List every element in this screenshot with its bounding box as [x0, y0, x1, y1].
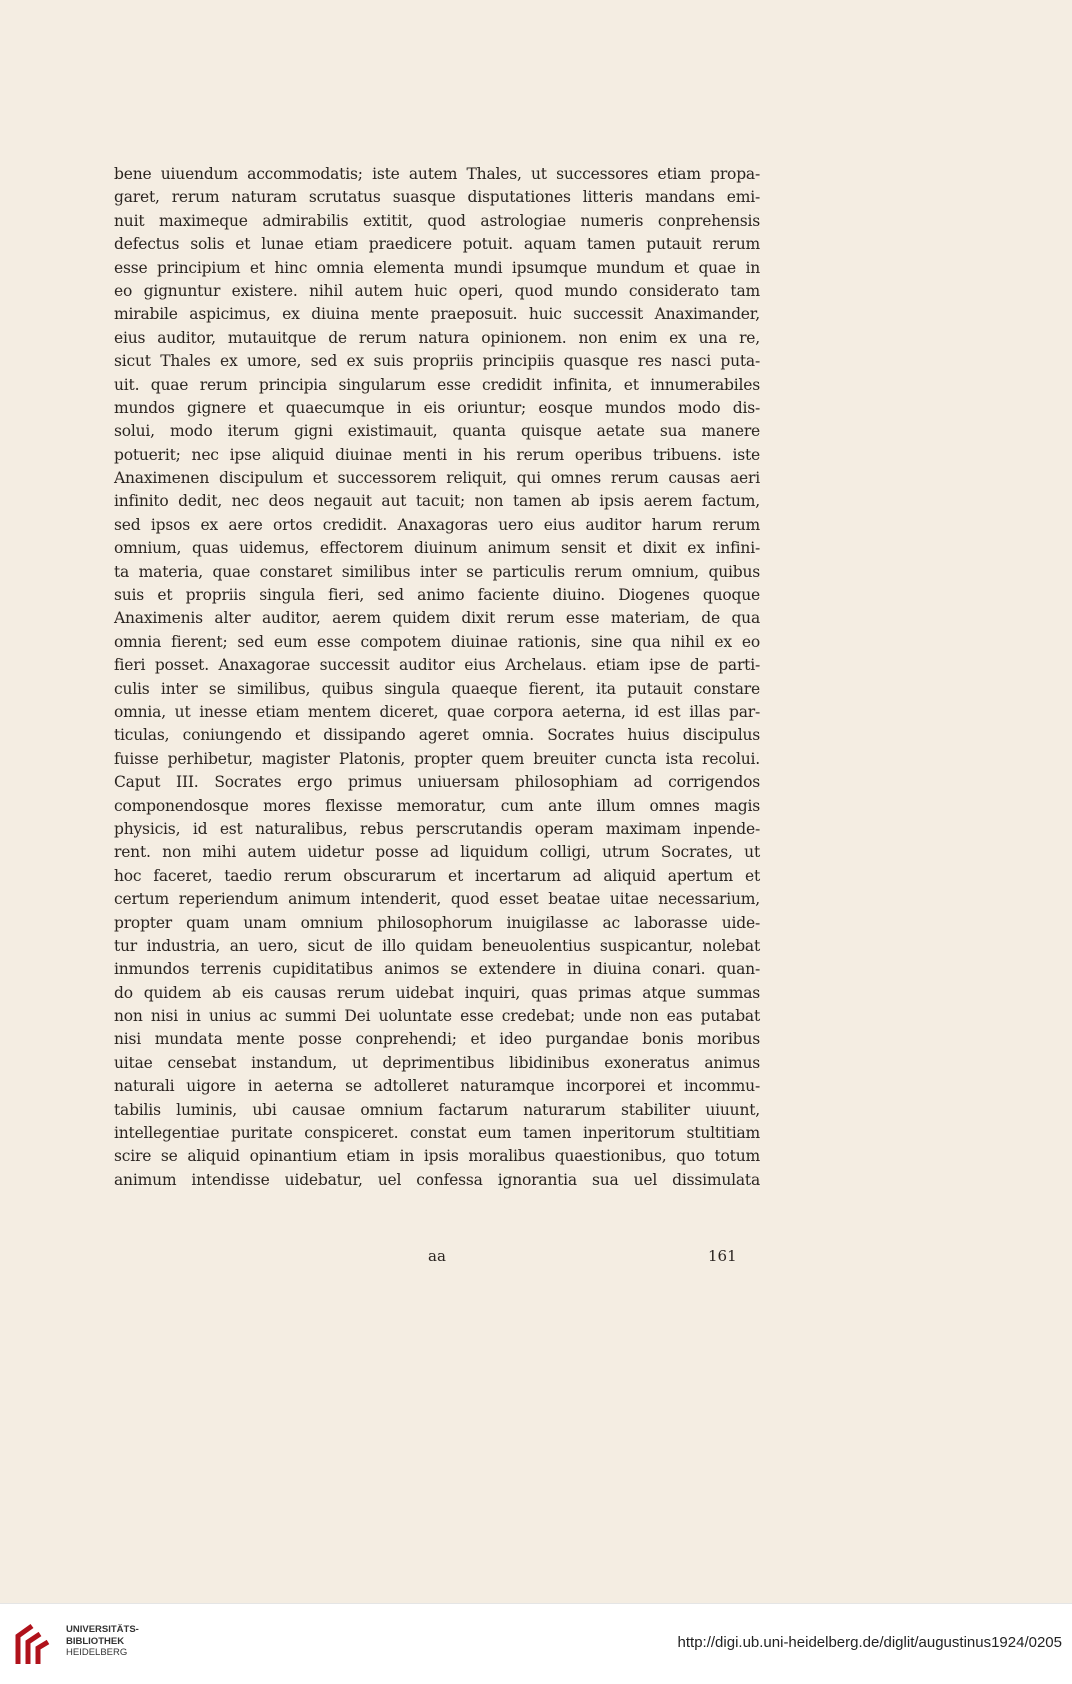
text-line: eo gignuntur existere. nihil autem huic operi, quod mundo considerato tam — [114, 281, 760, 300]
text-line: esse principium et hinc omnia elementa mundi ipsumque mundum et quae in — [114, 258, 760, 277]
text-line: Anaximenis alter auditor, aerem quidem dixit rerum esse materiam, de qua — [114, 609, 760, 628]
text-line: tabilis luminis, ubi causae omnium factarum naturarum stabiliter uiuunt, — [114, 1100, 760, 1119]
source-url[interactable]: http://digi.ub.uni-heidelberg.de/diglit/augustinus1924/0205 — [677, 1634, 1062, 1651]
text-line: naturali uigore in aeterna se adtolleret naturamque incorporei et incommu- — [114, 1077, 760, 1096]
text-line: uitae censebat instandum, ut deprimentibus libidinibus exoneratus animus — [114, 1053, 760, 1072]
text-line: culis inter se similibus, quibus singula quaeque fierent, ita putauit constare — [114, 679, 760, 698]
text-line: sed ipsos ex aere ortos credidit. Anaxagoras uero eius auditor harum rerum — [114, 515, 760, 534]
text-line: fieri posset. Anaxagorae successit auditor eius Archelaus. etiam ipse de parti- — [114, 656, 760, 675]
text-line: intellegentiae puritate conspiceret. constat eum tamen inperitorum stultitiam — [114, 1124, 760, 1143]
text-line: animum intendisse uidebatur, uel confessa ignorantia sua uel dissimulata — [114, 1170, 760, 1189]
text-line: hoc faceret, taedio rerum obscurarum et incertarum ad aliquid apertum et — [114, 866, 760, 885]
library-name-line: HEIDELBERG — [66, 1647, 128, 1658]
text-line: uit. quae rerum principia singularum esse credidit infinita, et innumerabiles — [114, 375, 760, 394]
text-line: nisi mundata mente posse conprehendi; et ideo purgandae bonis moribus — [114, 1030, 760, 1049]
text-line: nuit maximeque admirabilis extitit, quod astrologiae numeris conprehensis — [114, 211, 760, 230]
text-line: mundos gignere et quaecumque in eis oriuntur; eosque mundos modo dis- — [114, 398, 760, 417]
text-line: non nisi in unius ac summi Dei uoluntate esse credebat; unde non eas putabat — [114, 1007, 760, 1026]
page-number: 161 — [708, 1247, 737, 1265]
library-name-line: UNIVERSITÄTS- — [66, 1624, 139, 1635]
text-line: scire se aliquid opinantium etiam in ipsis moralibus quaestionibus, quo totum — [114, 1147, 760, 1166]
text-line: physicis, id est naturalibus, rebus perscrutandis operam maximam inpende- — [114, 819, 760, 838]
library-name — [66, 1624, 139, 1659]
text-line: omnia fierent; sed eum esse compotem diuinae rationis, sine qua nihil ex eo — [114, 632, 760, 651]
text-line: do quidem ab eis causas rerum uidebat inquiri, quas primas atque summas — [114, 983, 760, 1002]
text-line: eius auditor, mutauitque de rerum natura opinionem. non enim ex una re, — [114, 328, 760, 347]
viewer-footer — [0, 1603, 1072, 1684]
text-line: componendosque mores flexisse memoratur, cum ante illum omnes magis — [114, 796, 760, 815]
ub-heidelberg-logo-icon — [10, 1620, 60, 1668]
text-line: ta materia, quae constaret similibus inter se particulis rerum omnium, quibus — [114, 562, 760, 581]
text-line: infinito dedit, nec deos negauit aut tacuit; non tamen ab ipsis aerem factum, — [114, 492, 760, 511]
signature-mark: aa — [428, 1247, 446, 1265]
text-line: defectus solis et lunae etiam praedicere potuit. aquam tamen putauit rerum — [114, 235, 760, 254]
text-line: ticulas, coniungendo et dissipando ageret omnia. Socrates huius discipulus — [114, 726, 760, 745]
text-line: sicut Thales ex umore, sed ex suis propriis principiis quasque res nasci puta- — [114, 352, 760, 371]
text-line: suis et propriis singula fieri, sed animo faciente diuino. Diogenes quoque — [114, 586, 760, 605]
text-line: potuerit; nec ipse aliquid diuinae menti in his rerum operibus tribuens. iste — [114, 445, 760, 464]
text-line: omnium, quas uidemus, effectorem diuinum animum sensit et dixit ex infini- — [114, 539, 760, 558]
text-line: tur industria, an uero, sicut de illo quidam beneuolentius suspicantur, nolebat — [114, 936, 760, 955]
text-line: rent. non mihi autem uidetur posse ad liquidum colligi, utrum Socrates, ut — [114, 843, 760, 862]
text-line: solui, modo iterum gigni existimauit, quanta quisque aetate sua manere — [114, 422, 760, 441]
text-line: Anaximenen discipulum et successorem reliquit, qui omnes rerum causas aeri — [114, 469, 760, 488]
body-text — [114, 163, 760, 1192]
text-line: omnia, ut inesse etiam mentem diceret, quae corpora aeterna, id est illas par- — [114, 702, 760, 721]
text-line: inmundos terrenis cupiditatibus animos se extendere in diuina conari. quan- — [114, 960, 760, 979]
text-line: garet, rerum naturam scrutatus suasque disputationes litteris mandans emi- — [114, 188, 760, 207]
text-line: propter quam unam omnium philosophorum inuigilasse ac laborasse uide- — [114, 913, 760, 932]
text-line: fuisse perhibetur, magister Platonis, propter quem breuiter cuncta ista recolui. — [114, 749, 760, 768]
text-line: bene uiuendum accommodatis; iste autem Thales, ut successores etiam propa- — [114, 165, 760, 183]
text-line: Caput III. Socrates ergo primus uniuersam philosophiam ad corrigendos — [114, 773, 760, 792]
text-line: certum reperiendum animum intenderit, quod esset beatae uitae necessarium, — [114, 890, 760, 909]
library-name-line: BIBLIOTHEK — [66, 1635, 125, 1647]
text-line: mirabile aspicimus, ex diuina mente praeposuit. huic successit Anaximander, — [114, 305, 760, 324]
